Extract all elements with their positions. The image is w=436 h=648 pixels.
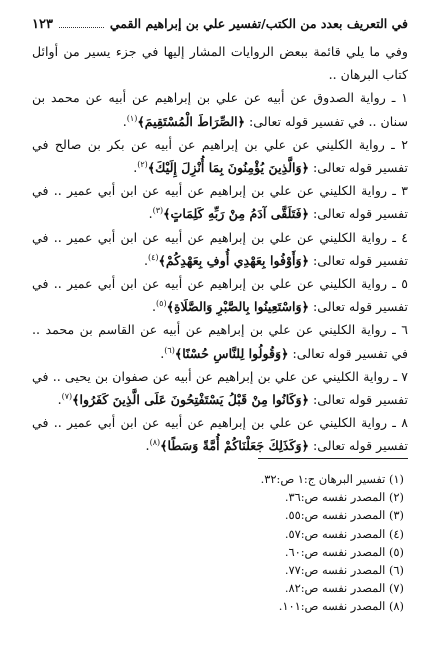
footnote: (٥) المصدر نفسه ص:٦٠. — [284, 544, 404, 559]
quran-quote: ﴿وَأَوْفُوا بِعَهْدِي أُوفِ بِعَهْدِكُمْ﴾ — [158, 252, 310, 268]
footnote-separator — [258, 458, 408, 459]
footnote: (٢) المصدر نفسه ص:٣٦. — [284, 490, 404, 505]
header-dot-leader — [59, 27, 104, 28]
footnote-marker: (٥) — [156, 299, 167, 309]
entry-text: ٥ ـ رواية الكليني عن علي بن إبراهيم عن أبيه عن ابن أبي عمير .. في تفسير قوله تعالى: — [32, 276, 408, 315]
footnotes — [164, 470, 404, 616]
footnote: (٧) المصدر نفسه ص:٨٢. — [284, 581, 404, 596]
entry-text: ٣ ـ رواية الكليني عن علي بن إبراهيم عن أبيه عن ابن أبي عمير .. في تفسير قوله تعالى: — [32, 183, 408, 222]
entry-text: ٢ ـ رواية الكليني عن علي بن إبراهيم عن أبيه عن بكر بن صالح في تفسير قوله تعالى: — [32, 136, 408, 176]
entry-paragraph: ٦ ـ رواية الكليني عن علي بن إبراهيم عن أبيه عن القاسم بن محمد .. في تفسير قوله تعالى: ﴿وَقُولُوا لِلنَّاسِ حُسْنًا﴾$^{(٦)}$. — [32, 322, 408, 361]
running-title: في التعريف بعدد من الكتب/تفسير علي بن إبراهيم القمي — [109, 16, 408, 31]
quran-quote: ﴿وَكَانُوا مِنْ قَبْلُ يَسْتَفْتِحُونَ عَلَى الَّذِينَ كَفَرُوا﴾ — [72, 392, 310, 408]
footnote-marker: (٨) — [149, 438, 161, 448]
page-number: ١٢٣ — [32, 17, 53, 32]
footnote-marker: (٣) — [152, 206, 164, 216]
quran-quote: ﴿الصِّرَاطَ الْمُسْتَقِيمَ﴾ — [137, 113, 246, 129]
entry-text: ٦ ـ رواية الكليني عن علي بن إبراهيم عن أبيه عن القاسم بن محمد .. في تفسير قوله تعالى: — [32, 322, 408, 361]
footnote: (٦) المصدر نفسه ص:٧٧. — [284, 563, 404, 578]
quran-quote: ﴿وَكَذَلِكَ جَعَلْنَاكُمْ أُمَّةً وَسَطًا﴾ — [160, 438, 310, 454]
footnote: (٣) المصدر نفسه ص:٥٥. — [284, 508, 404, 523]
quran-quote: ﴿وَقُولُوا لِلنَّاسِ حُسْنًا﴾ — [174, 345, 289, 361]
footnote: (٤) المصدر نفسه ص:٥٧. — [284, 526, 404, 541]
entry-paragraph: ٢ ـ رواية الكليني عن علي بن إبراهيم عن أبيه عن بكر بن صالح في تفسير قوله تعالى: ﴿وَالَّذِينَ يُؤْمِنُونَ بِمَا أُنْزِلَ إِلَيْكَ﴾$^{(٢)}$. — [32, 136, 408, 176]
footnote: (٨) المصدر نفسه ص:١٠١. — [278, 599, 404, 614]
quran-quote: ﴿وَالَّذِينَ يُؤْمِنُونَ بِمَا أُنْزِلَ إِلَيْكَ﴾ — [147, 160, 310, 176]
entry-paragraph: ٤ ـ رواية الكليني عن علي بن إبراهيم عن أبيه عن ابن أبي عمير .. في تفسير قوله تعالى: ﴿وَأَوْفُوا بِعَهْدِي أُوفِ بِعَهْدِكُمْ﴾$^{(٤)}$. — [32, 229, 408, 268]
entry-paragraph: ٧ ـ رواية الكليني عن علي بن إبراهيم عن أبيه عن صفوان بن يحيى .. في تفسير قوله تعالى: ﴿وَكَانُوا مِنْ قَبْلُ يَسْتَفْتِحُونَ عَلَى الَّذِينَ كَفَرُوا﴾$^{(٧)}$. — [32, 368, 408, 408]
entry-text: ٧ ـ رواية الكليني عن علي بن إبراهيم عن أبيه عن صفوان بن يحيى .. في تفسير قوله تعالى: — [32, 368, 408, 408]
intro-paragraph: وفي ما يلي قائمة ببعض الروايات المشار إليها في جزء يسير من أوائل كتاب البرهان .. — [32, 44, 408, 83]
footnote-marker: (٦) — [164, 345, 175, 355]
entry-text: ٤ ـ رواية الكليني عن علي بن إبراهيم عن أبيه عن ابن أبي عمير .. في تفسير قوله تعالى: — [32, 229, 408, 268]
entry-text: ٨ ـ رواية الكليني عن علي بن إبراهيم عن أبيه عن ابن أبي عمير .. في تفسير قوله تعالى: — [32, 415, 408, 454]
entry-paragraph: ١ ـ رواية الصدوق عن أبيه عن علي بن إبراهيم عن أبيه عن محمد بن سنان .. في تفسير قوله تعالى: ﴿الصِّرَاطَ الْمُسْتَقِيمَ﴾$^{(١)}$. — [32, 90, 408, 129]
footnote-marker: (٧) — [61, 391, 73, 401]
footnote-marker: (١) — [126, 113, 138, 123]
running-header — [32, 14, 408, 36]
footnote-marker: (٢) — [137, 159, 148, 169]
entry-paragraph: ٨ ـ رواية الكليني عن علي بن إبراهيم عن أبيه عن ابن أبي عمير .. في تفسير قوله تعالى: ﴿وَكَذَلِكَ جَعَلْنَاكُمْ أُمَّةً وَسَطًا﴾$^{(٨)}$. — [32, 415, 408, 454]
entry-paragraph: ٣ ـ رواية الكليني عن علي بن إبراهيم عن أبيه عن ابن أبي عمير .. في تفسير قوله تعالى: ﴿فَتَلَقَّى آدَمُ مِنْ رَبِّهِ كَلِمَاتٍ﴾$^{(٣)}$. — [32, 183, 408, 222]
quran-quote: ﴿فَتَلَقَّى آدَمُ مِنْ رَبِّهِ كَلِمَاتٍ﴾ — [163, 206, 310, 222]
footnote-marker: (٤) — [148, 252, 159, 262]
body-text — [32, 40, 408, 458]
entry-paragraph: ٥ ـ رواية الكليني عن علي بن إبراهيم عن أبيه عن ابن أبي عمير .. في تفسير قوله تعالى: ﴿وَاسْتَعِينُوا بِالصَّبْرِ وَالصَّلَاةِ﴾$^{(٥)}$. — [32, 276, 408, 315]
quran-quote: ﴿وَاسْتَعِينُوا بِالصَّبْرِ وَالصَّلَاةِ﴾ — [166, 299, 310, 315]
footnote: (١) تفسير البرهان ج:١ ص:٣٢. — [260, 472, 404, 486]
entry-text: ١ ـ رواية الصدوق عن أبيه عن علي بن إبراهيم عن أبيه عن محمد بن سنان .. في تفسير قوله تعالى: — [32, 90, 408, 129]
